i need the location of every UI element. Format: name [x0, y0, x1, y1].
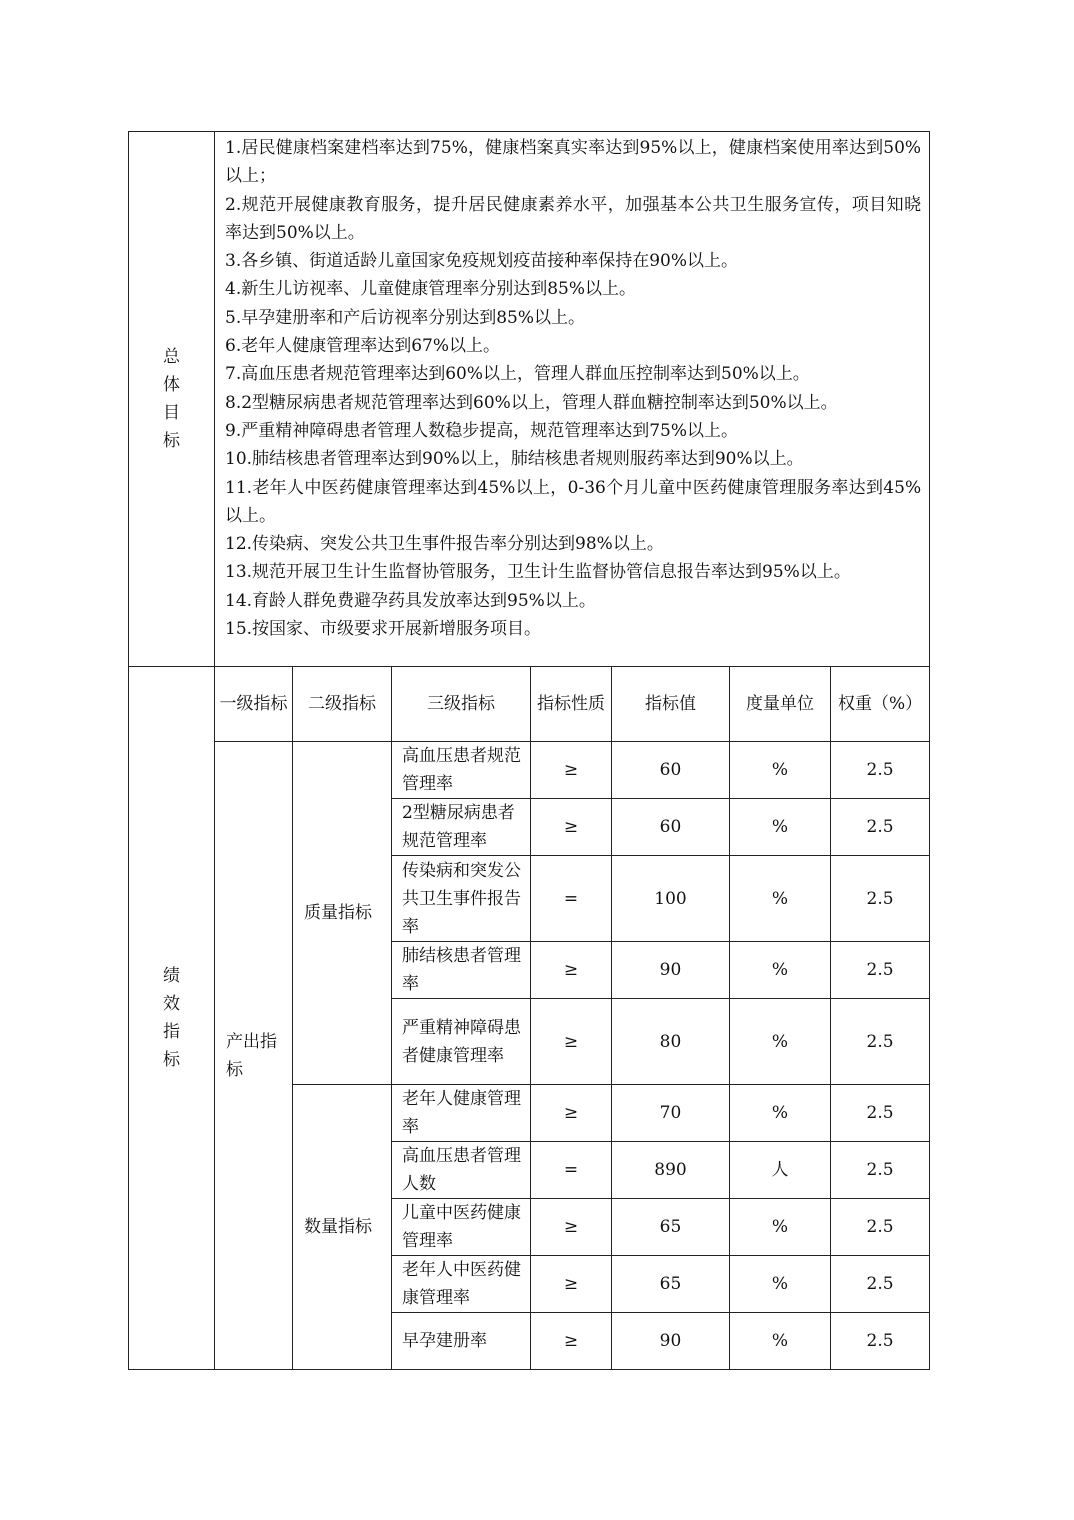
indicator-unit: 人	[730, 1142, 831, 1199]
indicator-name: 传染病和突发公共卫生事件报告率	[392, 856, 531, 942]
header-nature: 指标性质	[531, 667, 612, 742]
indicator-value: 90	[612, 942, 730, 999]
goal-item-4: 4.新生儿访视率、儿童健康管理率分别达到85%以上。	[225, 279, 637, 300]
goal-item-9: 9.严重精神障碍患者管理人数稳步提高，规范管理率达到75%以上。	[225, 420, 739, 441]
indicator-weight: 2.5	[831, 1085, 930, 1142]
level2-quality-indicator: 质量指标	[293, 742, 392, 1085]
indicator-unit: %	[730, 1199, 831, 1256]
indicator-weight: 2.5	[831, 942, 930, 999]
goal-item-7: 7.高血压患者规范管理率达到60%以上，管理人群血压控制率达到50%以上。	[225, 364, 810, 385]
goal-item-1: 1.居民健康档案建档率达到75%，健康档案真实率达到95%以上，健康档案使用率达到50%以上；	[225, 138, 922, 187]
header-weight: 权重（%）	[831, 667, 930, 742]
indicator-name: 2型糖尿病患者规范管理率	[392, 799, 531, 856]
indicator-name: 老年人健康管理率	[392, 1085, 531, 1142]
indicator-weight: 2.5	[831, 742, 930, 799]
indicator-value: 90	[612, 1313, 730, 1370]
header-level2: 二级指标	[293, 667, 392, 742]
indicator-header-row	[129, 667, 930, 742]
header-level1: 一级指标	[215, 667, 293, 742]
header-value: 指标值	[612, 667, 730, 742]
goal-item-13: 13.规范开展卫生计生监督协管服务，卫生计生监督协管信息报告率达到95%以上。	[225, 562, 851, 583]
indicator-nature: ≥	[531, 1199, 612, 1256]
performance-label: 绩 效 指 标	[129, 667, 215, 1370]
indicator-value: 890	[612, 1142, 730, 1199]
indicator-value: 60	[612, 799, 730, 856]
indicator-name: 高血压患者规范管理率	[392, 742, 531, 799]
indicator-weight: 2.5	[831, 999, 930, 1085]
indicator-weight: 2.5	[831, 1256, 930, 1313]
indicator-nature: ≥	[531, 742, 612, 799]
indicator-name: 高血压患者管理人数	[392, 1142, 531, 1199]
header-level3: 三级指标	[392, 667, 531, 742]
indicator-nature: =	[531, 1142, 612, 1199]
goal-item-2: 2.规范开展健康教育服务，提升居民健康素养水平，加强基本公共卫生服务宣传，项目知晓率达到50%以上。	[225, 194, 922, 243]
indicator-weight: 2.5	[831, 1142, 930, 1199]
level1-output-indicator: 产出指标	[215, 742, 293, 1370]
indicator-name: 严重精神障碍患者健康管理率	[392, 999, 531, 1085]
indicator-unit: %	[730, 856, 831, 942]
goal-item-14: 14.育龄人群免费避孕药具发放率达到95%以上。	[225, 590, 596, 611]
indicator-value: 80	[612, 999, 730, 1085]
indicator-name: 肺结核患者管理率	[392, 942, 531, 999]
indicator-value: 70	[612, 1085, 730, 1142]
level2-quantity-indicator: 数量指标	[293, 1085, 392, 1370]
indicator-unit: %	[730, 1256, 831, 1313]
indicator-nature: ≥	[531, 942, 612, 999]
indicator-nature: ≥	[531, 999, 612, 1085]
indicator-weight: 2.5	[831, 799, 930, 856]
indicator-weight: 2.5	[831, 856, 930, 942]
goal-item-11: 11.老年人中医药健康管理率达到45%以上，0-36个月儿童中医药健康管理服务率达到45%以上。	[225, 477, 922, 526]
goal-item-5: 5.早孕建册率和产后访视率分别达到85%以上。	[225, 307, 586, 328]
indicator-name: 早孕建册率	[392, 1313, 531, 1370]
indicator-weight: 2.5	[831, 1313, 930, 1370]
goal-item-6: 6.老年人健康管理率达到67%以上。	[225, 336, 501, 357]
indicator-unit: %	[730, 1085, 831, 1142]
indicator-name: 老年人中医药健康管理率	[392, 1256, 531, 1313]
indicator-value: 65	[612, 1199, 730, 1256]
goal-item-15: 15.按国家、市级要求开展新增服务项目。	[225, 619, 542, 640]
indicator-unit: %	[730, 999, 831, 1085]
goal-item-3: 3.各乡镇、街道适龄儿童国家免疫规划疫苗接种率保持在90%以上。	[225, 251, 739, 272]
indicator-unit: %	[730, 1313, 831, 1370]
indicator-nature: ≥	[531, 1256, 612, 1313]
indicator-nature: ≥	[531, 799, 612, 856]
goal-item-8: 8.2型糖尿病患者规范管理率达到60%以上，管理人群血糖控制率达到50%以上。	[225, 392, 838, 413]
overall-goals-label: 总 体 目 标	[129, 132, 215, 667]
goal-item-10: 10.肺结核患者管理率达到90%以上，肺结核患者规则服药率达到90%以上。	[225, 449, 804, 470]
header-unit: 度量单位	[730, 667, 831, 742]
indicator-unit: %	[730, 799, 831, 856]
indicator-value: 100	[612, 856, 730, 942]
goal-item-12: 12.传染病、突发公共卫生事件报告率分别达到98%以上。	[225, 534, 664, 555]
indicator-nature: =	[531, 856, 612, 942]
indicator-unit: %	[730, 742, 831, 799]
overall-goals-content	[215, 132, 930, 667]
indicator-unit: %	[730, 942, 831, 999]
indicator-weight: 2.5	[831, 1199, 930, 1256]
indicator-name: 儿童中医药健康管理率	[392, 1199, 531, 1256]
overall-goals-row	[129, 132, 930, 667]
performance-goal-table	[128, 131, 930, 1370]
indicator-nature: ≥	[531, 1085, 612, 1142]
indicator-nature: ≥	[531, 1313, 612, 1370]
indicator-value: 60	[612, 742, 730, 799]
table-row	[129, 742, 930, 799]
indicator-value: 65	[612, 1256, 730, 1313]
